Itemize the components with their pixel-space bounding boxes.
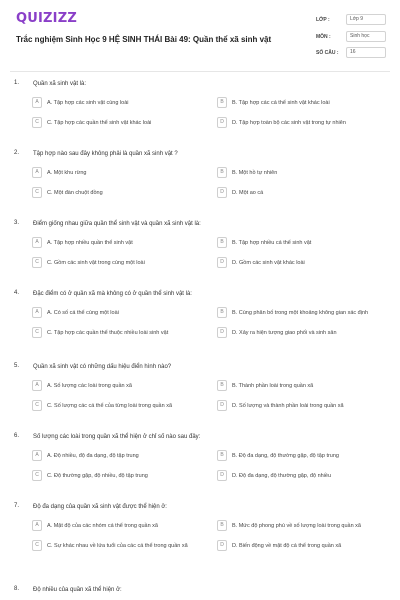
- header: [0, 0, 400, 70]
- option-letter: B: [217, 380, 227, 391]
- option-text: A. Độ nhiều, độ đa dạng, độ tập trung: [47, 452, 139, 459]
- option-text: C. Tập hợp các quần thể thuộc nhiều loài sinh vật: [47, 329, 169, 336]
- option-text: D. Tập hợp toàn bộ các sinh vật trong tự nhiên: [232, 119, 346, 126]
- option-text: D. Xảy ra hiện tượng giao phối và sinh sản: [232, 329, 337, 336]
- option-letter: C: [32, 400, 42, 411]
- meta-subject-value: Sinh học: [346, 31, 386, 42]
- option-text: D. Một ao cá: [232, 189, 264, 196]
- question-number: 7.: [14, 503, 20, 509]
- option-text: A. Mật độ của các nhóm cá thể trong quần xã: [47, 522, 158, 529]
- option-text: B. Thành phần loài trong quần xã: [232, 382, 314, 389]
- question-text: Quần xã sinh vật có những dấu hiệu điển hình nào?: [33, 364, 172, 370]
- option-letter: D: [217, 187, 227, 198]
- header-divider: [10, 71, 390, 72]
- option-letter: C: [32, 470, 42, 481]
- question-number: 6.: [14, 433, 20, 439]
- option-letter: B: [217, 167, 227, 178]
- option-letter: D: [217, 257, 227, 268]
- question-text: Điểm giống nhau giữa quần thể sinh vật và quần xã sinh vật là:: [33, 221, 201, 227]
- option-letter: B: [217, 450, 227, 461]
- option-text: D. Biến động về mật độ cá thể trong quần xã: [232, 542, 342, 549]
- question-number: 8.: [14, 586, 20, 592]
- option-text: B. Một hồ tự nhiên: [232, 169, 278, 176]
- question-text: Độ đa dạng của quần xã sinh vật được thể hiện ở:: [33, 504, 167, 510]
- meta-grade: [316, 14, 388, 26]
- option-letter: D: [217, 470, 227, 481]
- option-text: D. Gồm các sinh vật khác loài: [232, 259, 305, 266]
- question-text: Số lượng các loài trong quần xã thể hiện ở chỉ số nào sau đây:: [33, 434, 201, 440]
- option-text: D. Số lượng và thành phần loài trong quần xã: [232, 402, 344, 409]
- option-letter: C: [32, 257, 42, 268]
- option-text: C. Tập hợp các quần thể sinh vật khác loài: [47, 119, 152, 126]
- option-letter: D: [217, 117, 227, 128]
- option-letter: C: [32, 117, 42, 128]
- option-letter: D: [217, 327, 227, 338]
- option-letter: C: [32, 540, 42, 551]
- option-letter: A: [32, 380, 42, 391]
- option-letter: B: [217, 97, 227, 108]
- option-letter: A: [32, 450, 42, 461]
- option-letter: A: [32, 237, 42, 248]
- option-text: C. Một đàn chuột đồng: [47, 189, 103, 196]
- meta-grade-value: Lớp 9: [346, 14, 386, 25]
- option-letter: B: [217, 307, 227, 318]
- option-letter: A: [32, 167, 42, 178]
- option-letter: C: [32, 187, 42, 198]
- question-number: 2.: [14, 150, 20, 156]
- option-text: B. Tập hợp các cá thể sinh vật khác loài: [232, 99, 330, 106]
- option-letter: B: [217, 520, 227, 531]
- meta-subject-label: MÔN :: [316, 34, 331, 40]
- option-text: B. Tập hợp nhiều cá thể sinh vật: [232, 239, 312, 246]
- option-text: A. Số lượng các loài trong quần xã: [47, 382, 132, 389]
- meta-grade-label: LỚP :: [316, 17, 330, 23]
- page-title: Trắc nghiệm Sinh Học 9 HỆ SINH THÁI Bài 49: Quần thể xã sinh vật: [16, 35, 272, 44]
- option-text: C. Số lượng các cá thể của từng loài trong quần xã: [47, 402, 173, 409]
- question-number: 3.: [14, 220, 20, 226]
- question-number: 5.: [14, 363, 20, 369]
- meta-question-count: [316, 47, 388, 59]
- option-text: B. Độ đa dạng, độ thường gặp, độ tập trung: [232, 452, 339, 459]
- meta-question-count-value: 16: [346, 47, 386, 58]
- meta-question-count-label: SỐ CÂU :: [316, 50, 339, 56]
- option-text: A. Có số cá thể cùng một loài: [47, 309, 119, 316]
- question-text: Tập hợp nào sau đây không phải là quần xã sinh vật ?: [33, 151, 178, 157]
- option-letter: D: [217, 540, 227, 551]
- option-letter: D: [217, 400, 227, 411]
- option-text: C. Sự khác nhau về lứa tuổi của các cá thể trong quần xã: [47, 542, 188, 549]
- quizizz-logo[interactable]: QUIZIZZ: [16, 11, 77, 26]
- option-letter: A: [32, 97, 42, 108]
- meta-subject: [316, 31, 388, 43]
- option-letter: A: [32, 307, 42, 318]
- option-text: C. Gồm các sinh vật trong cùng một loài: [47, 259, 145, 266]
- option-letter: A: [32, 520, 42, 531]
- option-text: D. Độ đa dạng, độ thường gặp, độ nhiều: [232, 472, 332, 479]
- question-text: Đặc điểm có ở quần xã mà không có ở quần thể sinh vật là:: [33, 291, 192, 297]
- option-text: C. Độ thường gặp, độ nhiều, độ tập trung: [47, 472, 148, 479]
- option-text: A. Tập hợp các sinh vật cùng loài: [47, 99, 129, 106]
- option-text: B. Cùng phân bố trong một khoảng không gian xác định: [232, 309, 369, 316]
- option-letter: C: [32, 327, 42, 338]
- question-number: 1.: [14, 80, 20, 86]
- option-text: A. Một khu rừng: [47, 169, 87, 176]
- option-text: A. Tập hợp nhiều quần thể sinh vật: [47, 239, 133, 246]
- option-text: B. Mức độ phong phú về số lượng loài trong quần xã: [232, 522, 361, 529]
- question-text: Quần xã sinh vật là:: [33, 81, 87, 87]
- question-number: 4.: [14, 290, 20, 296]
- option-letter: B: [217, 237, 227, 248]
- question-text: Độ nhiều của quần xã thể hiện ở:: [33, 587, 122, 593]
